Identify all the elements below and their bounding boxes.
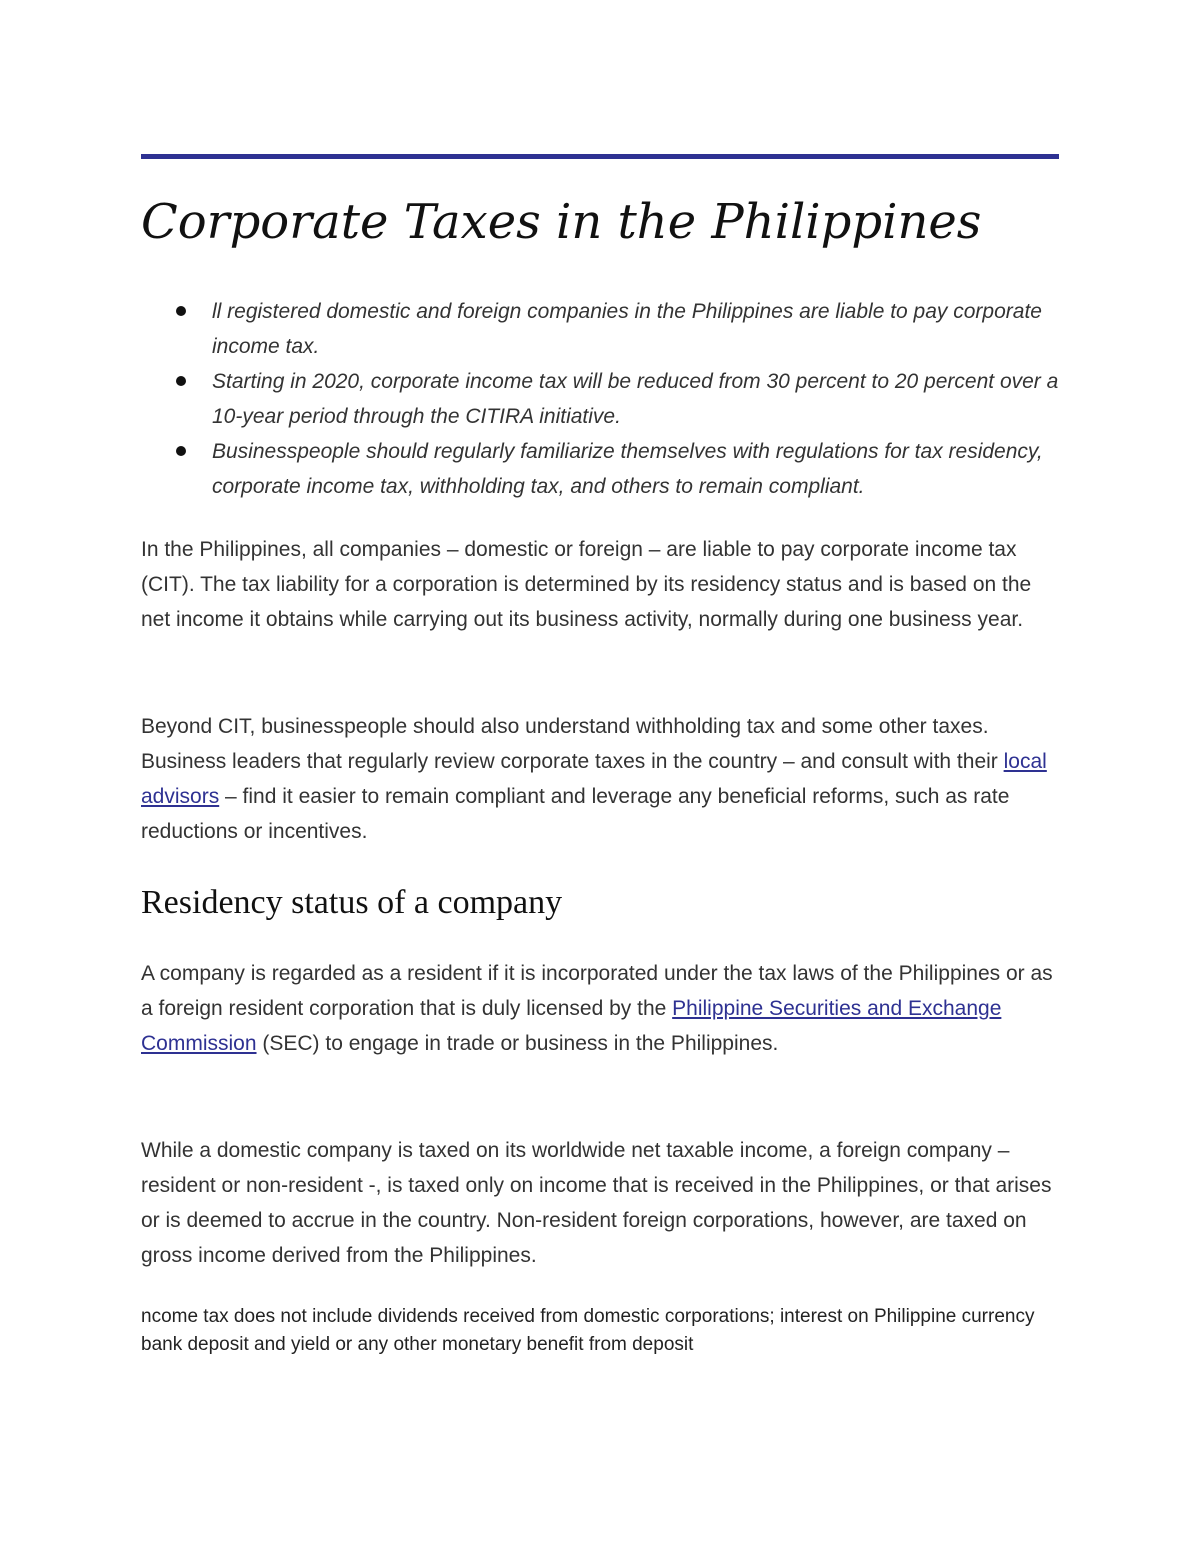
page-title: Corporate Taxes in the Philippines (141, 194, 982, 250)
intro-paragraph: In the Philippines, all companies – domestic or foreign – are liable to pay corporate income tax (CIT). The tax liability for a corporation is determined by its residency status and is based on the net income it obtains while carrying out its business activity, normally during one business year. (141, 538, 1032, 631)
bullet-dot-icon (176, 306, 186, 316)
taxation-paragraph: While a domestic company is taxed on its worldwide net taxable income, a foreign company – resident or non-resident -, is taxed only on income that is received in the Philippines, or that arises or is deemed to accrue in the country. Non-resident foreign corporations, however, are taxed on gross income derived from the Philippines. (141, 1139, 1052, 1267)
paragraph-text: (SEC) to engage in trade or business in the Philippines. (256, 1032, 779, 1055)
section-heading: Residency status of a company (141, 884, 563, 921)
paragraph-text: Beyond CIT, businesspeople should also understand withholding tax and some other taxes. Business leaders that regularly review corporate taxes in the country – and consult with their (141, 715, 1004, 773)
bullet-item (141, 364, 1059, 434)
local-advisors-link[interactable]: local advisors (141, 750, 1047, 808)
cit-paragraph (141, 709, 1059, 849)
summary-bullet-list (141, 294, 1059, 504)
income-tax-note: ncome tax does not include dividends received from domestic corporations; interest on Philippine currency bank deposit and yield or any other monetary benefit from deposit (141, 1306, 1035, 1355)
paragraph-text: A company is regarded as a resident if it is incorporated under the tax laws of the Philippines or as a foreign resident corporation that is duly licensed by the (141, 962, 1053, 1020)
residency-paragraph (141, 956, 1059, 1061)
bullet-text: Businesspeople should regularly familiarize themselves with regulations for tax residency, corporate income tax, withholding tax, and others to remain compliant. (212, 440, 1043, 498)
bullet-dot-icon (176, 446, 186, 456)
bullet-item (141, 294, 1059, 364)
bullet-text: ll registered domestic and foreign companies in the Philippines are liable to pay corporate income tax. (212, 300, 1042, 358)
header-rule (141, 154, 1059, 159)
bullet-item (141, 434, 1059, 504)
sec-link[interactable]: Philippine Securities and Exchange Commission (141, 997, 1002, 1055)
paragraph-text: – find it easier to remain compliant and leverage any beneficial reforms, such as rate reductions or incentives. (141, 785, 1010, 843)
bullet-dot-icon (176, 376, 186, 386)
bullet-text: Starting in 2020, corporate income tax will be reduced from 30 percent to 20 percent over a 10-year period through the CITIRA initiative. (212, 370, 1059, 428)
